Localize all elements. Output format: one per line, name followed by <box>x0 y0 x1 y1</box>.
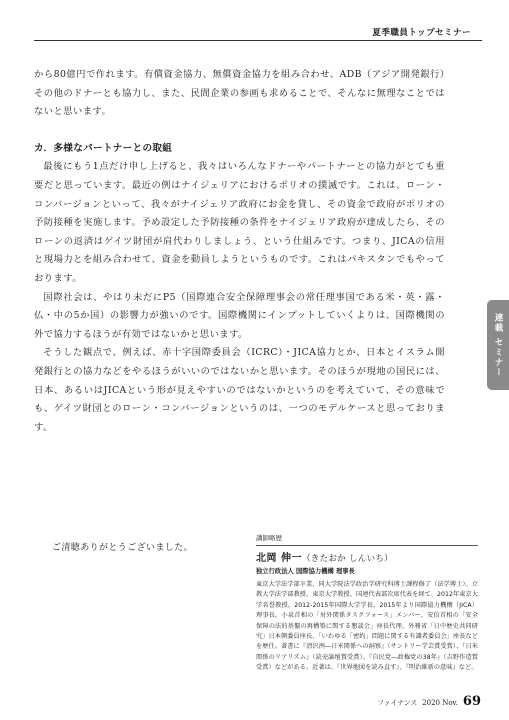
series-side-tab <box>487 300 509 390</box>
body-paragraph: 国際社会は、やはり未だにP5（国際連合安全保障理事会の常任理事国である米・英・露・仏・中の5か国）の影響力が強いのです。国際機関にインプットしていくよりは、国際機関の外で協力するほうが有効ではないかと思います。 <box>34 291 445 340</box>
page-number: 69 <box>462 694 481 709</box>
body-paragraph: から80億円で作れます。有償資金協力、無償資金協力を組み合わせ、ADB（アジア開発銀行）その他のドナーとも協力し、また、民間企業の参画も求めることで、そんなに無理なことではないと思います。 <box>34 69 445 118</box>
side-tab-label: 連載 セミナー <box>493 312 503 378</box>
issue-date: 2020 Nov. <box>422 699 458 707</box>
page-footer <box>377 694 481 709</box>
speaker-name-reading: （きたおか しんいち） <box>301 554 393 564</box>
speaker-name-line <box>256 552 478 566</box>
speaker-affiliation: 独立行政法人 国際協力機構 理事長 <box>256 568 355 575</box>
speaker-bio: 東京大学法学部卒業、同大学院法学政治学研究科博士課程修了（法学博士）。立教大学法学部教授、東京大学教授、国連代表部次席代表を経て、2012年東京大学名誉教授。2012-2015年国際大学学長、2015年より国際協力機構（JICA）理事長。小泉首相の「対外関係タスクフォース」メンバー、安倍首相の「安全保障の法的基盤の再構築に関する懇談会」座長代理、外務省「日中歴史共同研究」日本側委員座長、「いわゆる「密約」問題に関する有識者委員会」座長などを歴任。著書に『清沢洌―日米関係への洞察』（サントリー学芸賞受賞）、『日米関係のリアリズム』（読売論壇賞受賞）、『自民党―政権党の38年』（吉野作造賞受賞）などがある。近著は、『世界地図を読み直す』、『明治維新の意味』など。 <box>256 581 478 672</box>
closing-remark: ご清聴ありがとうございました。 <box>52 543 194 553</box>
speaker-name: 北岡 伸一 <box>256 553 302 564</box>
profile-rule <box>256 545 478 546</box>
body-paragraph: 最後にもう1点だけ申し上げると、我々はいろんなドナーやパートナーとの協力がとても重要だと思っています。最近の例はナイジェリアにおけるポリオの撲滅です。これは、ローン・コンバージョンといって、我々がナイジェリア政府にお金を貸し、その資金で政府がポリオの予防接種を実施します。予め設定した予防接種の条件をナイジェリア政府が達成したら、そのローンの返済はゲイツ財団が肩代わりしましょう、という仕組みです。つまり、JICAの信用と現場力とを組み合わせて、資金を動員しようというものです。これはパキスタンでもやっております。 <box>34 161 445 284</box>
speaker-profile <box>256 534 478 674</box>
article-body <box>34 66 445 437</box>
header-rule <box>34 40 482 41</box>
profile-tag: 講師略歴 <box>256 534 282 542</box>
running-header: 夏季職員トップセミナー <box>372 28 471 38</box>
section-heading: カ．多様なパートナーとの取組 <box>34 142 173 154</box>
body-paragraph: そうした観点で、例えば、赤十字国際委員会（ICRC）・JICA協力とか、日本とイスラム開発銀行との協力などをやるほうがいいのではないかと思います。そのほうが現地の国民には、日本、あるいはJICAという形が見えやすいのではないかというのを考えていて、その意味でも、ゲイツ財団とのローン・コンバージョンというのは、一つのモデルケースと思っております。 <box>34 347 445 433</box>
magazine-name: ファイナンス <box>377 699 418 707</box>
